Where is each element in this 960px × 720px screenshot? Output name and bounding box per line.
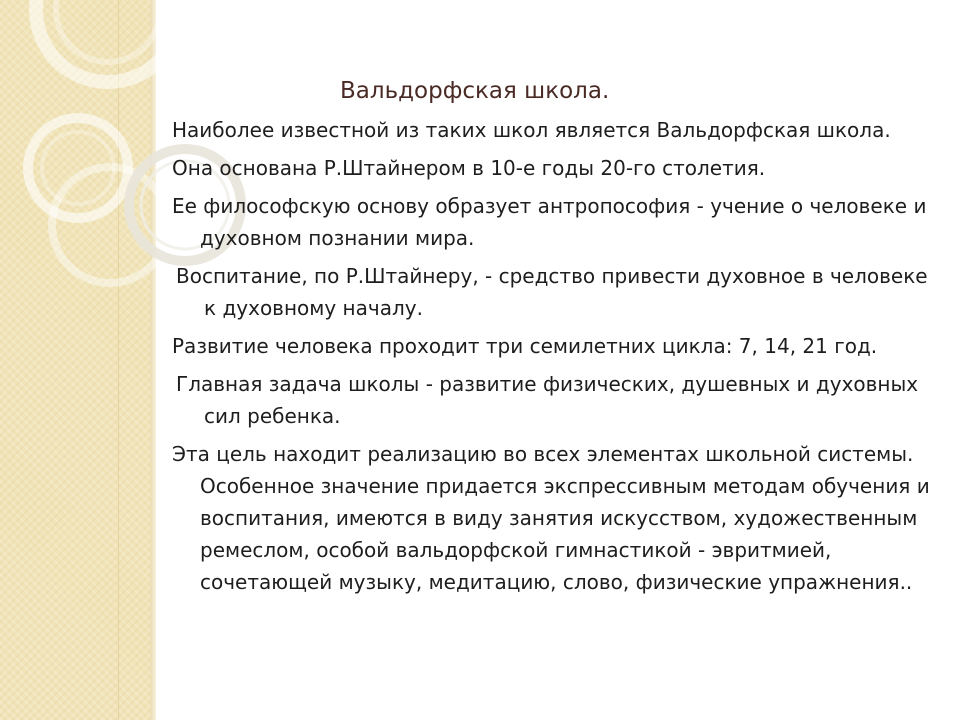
slide-title: Вальдорфская школа. bbox=[340, 78, 610, 104]
paragraph-3: Ее философскую основу образует антропософия - учение о человеке и духовном познании мира. bbox=[172, 194, 927, 250]
slide-body bbox=[172, 114, 932, 604]
paragraph-6: Главная задача школы - развитие физических, душевных и духовных сил ребенка. bbox=[176, 372, 919, 428]
paragraph-4: Воспитание, по Р.Штайнеру, - средство привести духовное в человеке к духовному началу. bbox=[176, 264, 928, 320]
paragraph-7: Эта цель находит реализацию во всех элементах школьной системы. Особенное значение придается экспрессивным методам обучения и воспитания, имеются в виду занятия искусством, художественным ремеслом, особой вальдорфской гимнастикой - эвритмией, сочетающей музыку, медитацию, слово, физические упражнения.. bbox=[172, 442, 930, 594]
paragraph-2: Она основана Р.Штайнером в 10-е годы 20-го столетия. bbox=[172, 156, 766, 180]
paragraph-5: Развитие человека проходит три семилетних цикла: 7, 14, 21 год. bbox=[172, 334, 878, 358]
paragraph-1: Наиболее известной из таких школ является Вальдорфская школа. bbox=[172, 118, 891, 142]
